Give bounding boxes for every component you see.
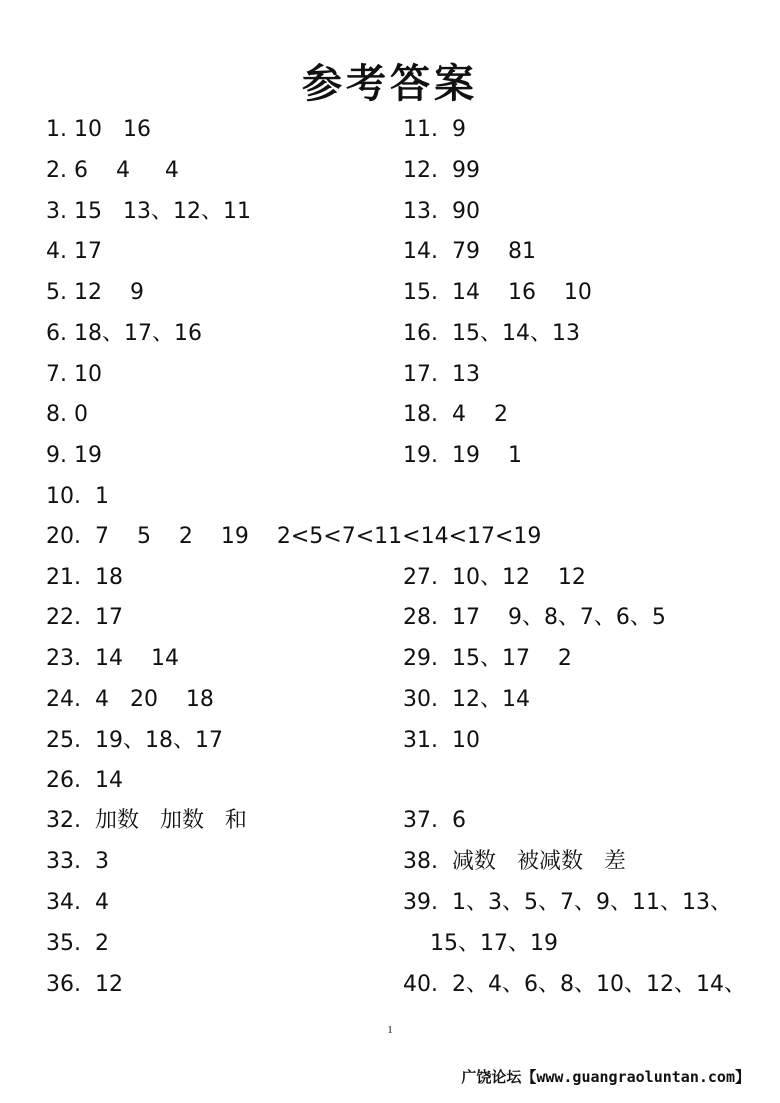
answer-7: 7. 10 — [46, 362, 102, 387]
answer-29: 29. 15、17 2 — [403, 646, 572, 671]
answer-31: 31. 10 — [403, 728, 480, 753]
answer-5: 5. 12 9 — [46, 280, 144, 305]
answer-34: 34. 4 — [46, 890, 109, 915]
answer-2: 2. 6 4 4 — [46, 158, 179, 183]
answer-13: 13. 90 — [403, 199, 480, 224]
answer-26: 26. 14 — [46, 768, 123, 793]
page-title: 参考答案 — [302, 60, 478, 107]
answer-36: 36. 12 — [46, 972, 123, 997]
answer-8: 8. 0 — [46, 402, 88, 427]
answer-6: 6. 18、17、16 — [46, 321, 202, 346]
answer-21: 21. 18 — [46, 565, 123, 590]
answer-27: 27. 10、12 12 — [403, 565, 586, 590]
answer-35: 35. 2 — [46, 931, 109, 956]
answer-32: 32. 加数 加数 和 — [46, 808, 247, 833]
answer-3: 3. 15 13、12、11 — [46, 199, 251, 224]
answer-39-continued: 15、17、19 — [430, 931, 558, 956]
answer-33: 33. 3 — [46, 849, 109, 874]
answer-22: 22. 17 — [46, 605, 123, 630]
answer-25: 25. 19、18、17 — [46, 728, 223, 753]
answer-23: 23. 14 14 — [46, 646, 179, 671]
answer-19: 19. 19 1 — [403, 443, 522, 468]
footer-watermark: 广饶论坛【www.guangraoluntan.com】 — [461, 1068, 750, 1086]
answer-17: 17. 13 — [403, 362, 480, 387]
answer-39: 39. 1、3、5、7、9、11、13、 — [403, 890, 732, 915]
answer-12: 12. 99 — [403, 158, 480, 183]
answer-24: 24. 4 20 18 — [46, 687, 214, 712]
answer-16: 16. 15、14、13 — [403, 321, 580, 346]
answer-28: 28. 17 9、8、7、6、5 — [403, 605, 666, 630]
answer-15: 15. 14 16 10 — [403, 280, 592, 305]
answer-1: 1. 10 16 — [46, 117, 151, 142]
answer-4: 4. 17 — [46, 239, 102, 264]
answer-11: 11. 9 — [403, 117, 466, 142]
answer-38: 38. 减数 被减数 差 — [403, 849, 626, 874]
answer-10: 10. 1 — [46, 484, 109, 509]
page-number: 1 — [387, 1024, 393, 1036]
answer-9: 9. 19 — [46, 443, 102, 468]
answer-40: 40. 2、4、6、8、10、12、14、 — [403, 972, 746, 997]
answer-20: 20. 7 5 2 19 2<5<7<11<14<17<19 — [46, 524, 542, 549]
answer-30: 30. 12、14 — [403, 687, 530, 712]
answer-37: 37. 6 — [403, 808, 466, 833]
answer-18: 18. 4 2 — [403, 402, 508, 427]
answer-14: 14. 79 81 — [403, 239, 536, 264]
